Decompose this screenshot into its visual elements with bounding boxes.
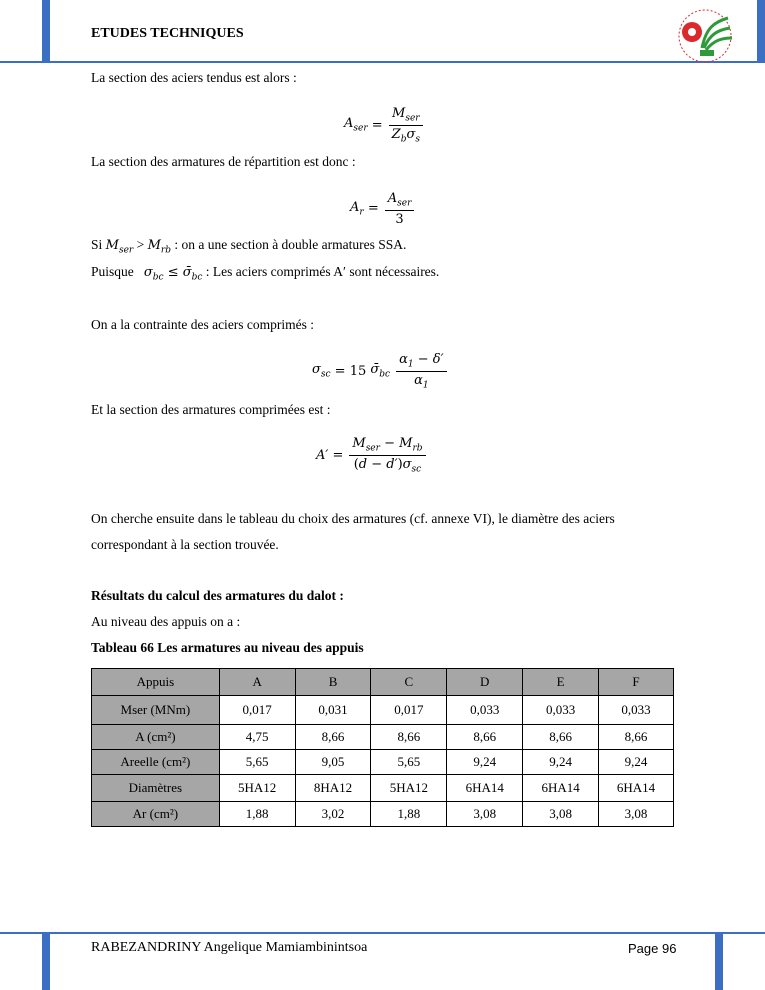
table-cell: 0,033 bbox=[447, 696, 523, 725]
table-row-label: Mser (MNm) bbox=[92, 696, 220, 725]
table-cell: 1,88 bbox=[219, 802, 295, 827]
equation-sigma-sc: $\sigma_{sc}$ = 15 $\sigmā_{bc}$ $\frac{\alpha_1 - \delta'}{\alpha_1}$ bbox=[312, 352, 447, 390]
table-cell: 6HA14 bbox=[599, 775, 674, 802]
footer-left-bar bbox=[42, 932, 50, 990]
header-right-bar bbox=[757, 0, 765, 62]
table-header-cell: E bbox=[523, 669, 599, 696]
table-cell: 8,66 bbox=[447, 725, 523, 750]
armatures-table bbox=[91, 668, 674, 827]
table-cell: 8,66 bbox=[523, 725, 599, 750]
table-cell: 0,033 bbox=[599, 696, 674, 725]
footer-right-bar bbox=[715, 932, 723, 990]
footer-page-number: Page 96 bbox=[628, 941, 677, 956]
equation-ar: $A_r$ = $\frac{A_{ser}}{3}$ bbox=[350, 191, 414, 227]
header-title: ETUDES TECHNIQUES bbox=[91, 26, 244, 41]
table-header-cell: Appuis bbox=[92, 669, 220, 696]
paragraph-repartition: La section des armatures de répartition est donc : bbox=[91, 154, 356, 169]
table-cell: 1,88 bbox=[371, 802, 447, 827]
table-row bbox=[92, 750, 674, 775]
table-header-cell: C bbox=[371, 669, 447, 696]
paragraph-aciers-tendus: La section des aciers tendus est alors : bbox=[91, 70, 297, 85]
table-header-cell: F bbox=[599, 669, 674, 696]
table-cell: 3,08 bbox=[447, 802, 523, 827]
table-cell: 9,24 bbox=[599, 750, 674, 775]
table-header-cell: B bbox=[295, 669, 371, 696]
table-cell: 5,65 bbox=[219, 750, 295, 775]
paragraph-section-comprimees: Et la section des armatures comprimées est : bbox=[91, 402, 331, 417]
paragraph-contrainte: On a la contrainte des aciers comprimés : bbox=[91, 317, 315, 332]
table-cell: 0,017 bbox=[219, 696, 295, 725]
table-cell: 9,24 bbox=[447, 750, 523, 775]
table-row-label: Areelle (cm²) bbox=[92, 750, 220, 775]
table-cell: 5HA12 bbox=[219, 775, 295, 802]
table-header-row bbox=[92, 669, 674, 696]
paragraph-appuis: Au niveau des appuis on a : bbox=[91, 614, 241, 629]
table-cell: 6HA14 bbox=[447, 775, 523, 802]
header-rule bbox=[0, 61, 765, 63]
table-cell: 8,66 bbox=[371, 725, 447, 750]
paragraph-puisque: Puisque $\sigma_{bc}$ ≤ $\sigmā_{bc}$ : Les aciers comprimés A′ sont nécessaires. bbox=[91, 264, 440, 283]
equation-aser: $A_{ser}$ = $\frac{M_{ser}}{Z_b\sigma_s}$ bbox=[344, 106, 423, 144]
table-row bbox=[92, 725, 674, 750]
equation-a-prime: A′ = $\frac{M_{ser} - M_{rb}}{(d - d')\sigma_{sc}}$ bbox=[316, 436, 426, 474]
table-cell: 3,08 bbox=[523, 802, 599, 827]
table-row bbox=[92, 696, 674, 725]
footer-rule bbox=[0, 932, 765, 934]
table-cell: 5,65 bbox=[371, 750, 447, 775]
table-row bbox=[92, 802, 674, 827]
table-cell: 8,66 bbox=[599, 725, 674, 750]
table-header-cell: D bbox=[447, 669, 523, 696]
table-row-label: A (cm²) bbox=[92, 725, 220, 750]
table-caption: Tableau 66 Les armatures au niveau des appuis bbox=[91, 640, 364, 655]
school-logo bbox=[672, 8, 738, 64]
header-left-bar bbox=[42, 0, 50, 62]
paragraph-choix-line2: correspondant à la section trouvée. bbox=[91, 537, 279, 552]
paragraph-condition: Si $M_{ser} > M_{rb}$ : on a une section à double armatures SSA. bbox=[91, 237, 407, 256]
table-cell: 0,033 bbox=[523, 696, 599, 725]
footer-author: RABEZANDRINY Angelique Mamiambinintsoa bbox=[91, 940, 368, 955]
paragraph-choix-line1: On cherche ensuite dans le tableau du choix des armatures (cf. annexe VI), le diamètre des aciers bbox=[91, 511, 615, 526]
table-cell: 4,75 bbox=[219, 725, 295, 750]
table-row bbox=[92, 775, 674, 802]
table-cell: 6HA14 bbox=[523, 775, 599, 802]
results-heading: Résultats du calcul des armatures du dalot : bbox=[91, 588, 344, 603]
table-cell: 0,031 bbox=[295, 696, 371, 725]
table-cell: 8HA12 bbox=[295, 775, 371, 802]
table-cell: 9,24 bbox=[523, 750, 599, 775]
table-cell: 0,017 bbox=[371, 696, 447, 725]
table-header-cell: A bbox=[219, 669, 295, 696]
table-row-label: Diamètres bbox=[92, 775, 220, 802]
table-row-label: Ar (cm²) bbox=[92, 802, 220, 827]
table-cell: 8,66 bbox=[295, 725, 371, 750]
table-cell: 9,05 bbox=[295, 750, 371, 775]
table-cell: 3,08 bbox=[599, 802, 674, 827]
table-cell: 3,02 bbox=[295, 802, 371, 827]
table-cell: 5HA12 bbox=[371, 775, 447, 802]
